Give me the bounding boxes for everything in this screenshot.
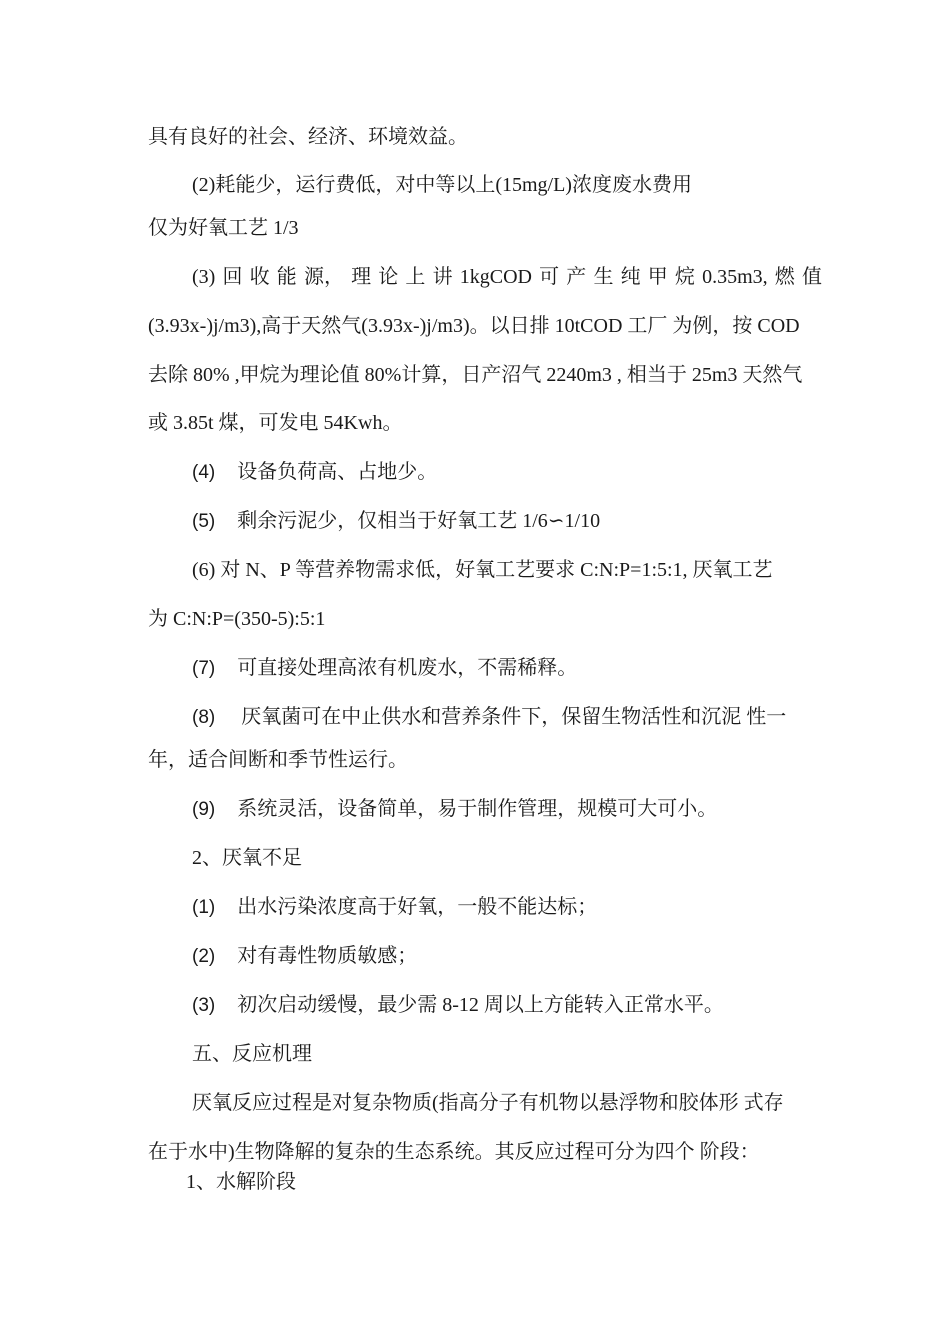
paragraph-line: 在于水中)生物降解的复杂的生态系统。其反应过程可分为四个 阶段： bbox=[148, 1141, 760, 1163]
list-item bbox=[192, 508, 600, 535]
paragraph-line: 厌氧反应过程是对复杂物质(指高分子有机物以悬浮物和胶体形 式存 bbox=[192, 1092, 784, 1114]
list-item bbox=[192, 992, 724, 1019]
list-item bbox=[192, 894, 597, 921]
paragraph-line: 去除 80% ,甲烷为理论值 80%计算，日产沼气 2240m3 , 相当于 25m3 天然气 bbox=[148, 364, 803, 386]
paragraph-line-justified bbox=[192, 264, 822, 290]
list-number: (4) bbox=[192, 462, 216, 483]
paragraph-line: 年，适合间断和季节性运行。 bbox=[148, 749, 408, 771]
word: 产 bbox=[566, 266, 587, 288]
list-item bbox=[192, 655, 577, 682]
list-item bbox=[192, 796, 717, 823]
word: 甲 bbox=[647, 266, 668, 288]
word: 值 bbox=[801, 266, 822, 288]
word: 1kgCOD bbox=[459, 266, 532, 288]
paragraph-line: 为 C:N:P=(350-5):5:1 bbox=[148, 608, 326, 630]
word: 0.35m3, bbox=[702, 266, 768, 288]
list-text: 剩余污泥少，仅相当于好氧工艺 1/6∽1/10 bbox=[237, 510, 601, 532]
word: (3) bbox=[192, 266, 216, 288]
word: 烷 bbox=[674, 266, 695, 288]
list-number: (8) bbox=[192, 707, 216, 728]
word: 回 bbox=[222, 266, 243, 288]
paragraph-line: 或 3.85t 煤，可发电 54Kwh。 bbox=[148, 412, 403, 434]
word: 上 bbox=[405, 266, 426, 288]
paragraph-line: (2)耗能少，运行费低，对中等以上(15mg/L)浓度废水费用 bbox=[192, 174, 692, 196]
section-heading: 五、反应机理 bbox=[192, 1043, 312, 1065]
word: 能 bbox=[276, 266, 297, 288]
word: 源， bbox=[303, 266, 344, 288]
paragraph-line: (3.93x-)j/m3),高于天然气(3.93x-)j/m3)。以日排 10tCOD 工厂 为例，按 COD bbox=[148, 315, 800, 337]
section-heading: 1、水解阶段 bbox=[186, 1171, 296, 1193]
list-number: (1) bbox=[192, 897, 216, 918]
word: 理 bbox=[351, 266, 372, 288]
list-item bbox=[192, 943, 417, 970]
paragraph-line: 仅为好氧工艺 1/3 bbox=[148, 217, 299, 239]
list-number: (9) bbox=[192, 799, 216, 820]
list-text: 设备负荷高、占地少。 bbox=[237, 461, 438, 483]
list-number: (3) bbox=[192, 995, 216, 1016]
word: 生 bbox=[593, 266, 614, 288]
list-item bbox=[192, 459, 437, 486]
list-text: 出水污染浓度高于好氧，一般不能达标； bbox=[237, 896, 598, 918]
list-text: 对有毒性物质敏感； bbox=[237, 945, 418, 967]
paragraph-line: 具有良好的社会、经济、环境效益。 bbox=[148, 126, 468, 148]
word: 论 bbox=[378, 266, 399, 288]
word: 燃 bbox=[774, 266, 795, 288]
word: 收 bbox=[249, 266, 270, 288]
list-text: 系统灵活，设备简单，易于制作管理，规模可大可小。 bbox=[237, 798, 718, 820]
word: 讲 bbox=[432, 266, 453, 288]
list-text: 初次启动缓慢，最少需 8-12 周以上方能转入正常水平。 bbox=[237, 994, 724, 1016]
word: 可 bbox=[539, 266, 560, 288]
list-text: 可直接处理高浓有机废水，不需稀释。 bbox=[237, 657, 578, 679]
section-heading: 2、厌氧不足 bbox=[192, 847, 302, 869]
list-text: 厌氧菌可在中止供水和营养条件下，保留生物活性和沉泥 性一 bbox=[241, 706, 787, 728]
list-number: (2) bbox=[192, 946, 216, 967]
list-item bbox=[192, 704, 786, 731]
word: 纯 bbox=[620, 266, 641, 288]
paragraph-line: (6) 对 N、P 等营养物需求低，好氧工艺要求 C:N:P=1:5:1, 厌氧工艺 bbox=[192, 559, 773, 581]
list-number: (5) bbox=[192, 511, 216, 532]
list-number: (7) bbox=[192, 658, 216, 679]
